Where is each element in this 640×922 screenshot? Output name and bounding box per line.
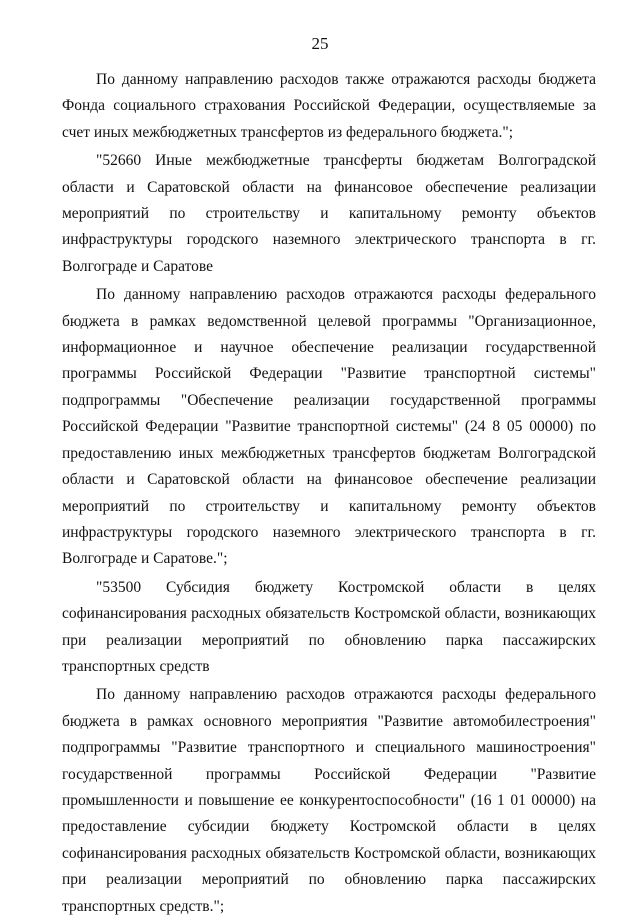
paragraph-52660-description: По данному направлению расходов отражаются расходы федерального бюджета в рамках ведомственной целевой программы "Организационное, информационное и научное обеспечение реализации государственной программы Российской Федерации "Развитие транспортной системы" подпрограммы "Обеспечение реализации государственной программы Российской Федерации "Развитие транспортной системы" (24 8 05 00000) по предоставлению иных межбюджетных трансфертов бюджетам Волгоградской области и Саратовской области на финансовое обеспечение реализации мероприятий по строительству и капитальному ремонту объектов инфраструктуры городского наземного электрического транспорта в гг. Волгограде и Саратове."; <box>62 286 596 568</box>
document-body <box>62 67 596 922</box>
page-number: 25 <box>311 34 329 53</box>
paragraph-fss-expenses: По данному направлению расходов также отражаются расходы бюджета Фонда социального страхования Российской Федерации, осуществляемые за счет иных межбюджетных трансфертов из федерального бюджета."; <box>62 71 596 141</box>
paragraph-53500-description: По данному направлению расходов отражаются расходы федерального бюджета в рамках основного мероприятия "Развитие автомобилестроения" подпрограммы "Развитие транспортного и специального машиностроения" государственной программы Российской Федерации "Развитие промышленности и повышение ее конкурентоспособности" (16 1 01 00000) на предоставление субсидии бюджету Костромской области в целях софинансирования расходных обязательств Костромской области, возникающих при реализации мероприятий по обновлению парка пассажирских транспортных средств."; <box>62 686 596 915</box>
paragraph-code-53500: "53500 Субсидия бюджету Костромской области в целях софинансирования расходных обязательств Костромской области, возникающих при реализации мероприятий по обновлению парка пассажирских транспортных средств <box>62 578 596 675</box>
paragraph-code-52660: "52660 Иные межбюджетные трансферты бюджетам Волгоградской области и Саратовской области на финансовое обеспечение реализации мероприятий по строительству и капитальному ремонту объектов инфраструктуры городского наземного электрического транспорта в гг. Волгограде и Саратове <box>62 152 596 275</box>
